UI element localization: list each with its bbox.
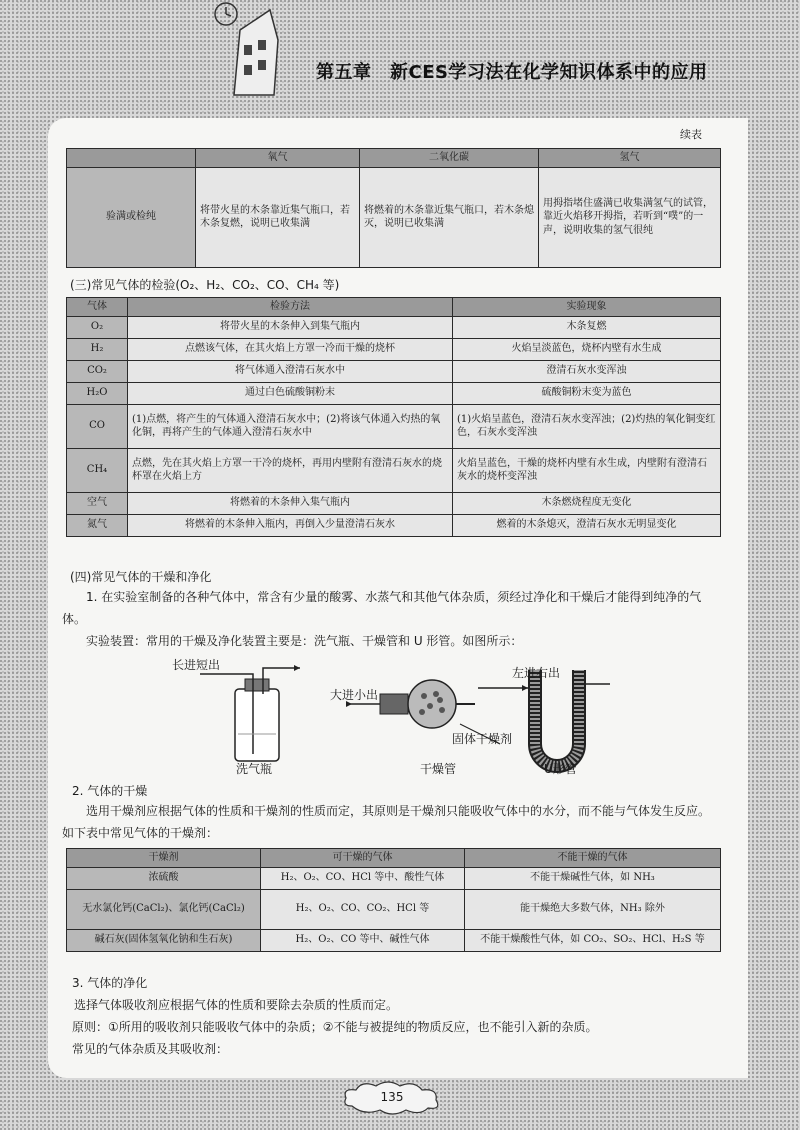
non-dryable-gases: 不能干燥碱性气体，如 NH₃ xyxy=(465,867,721,889)
paragraph-impurity-list: 常见的气体杂质及其吸收剂： xyxy=(72,1042,229,1056)
drying-agent-table xyxy=(66,848,721,952)
table1-header-co2: 二氧化碳 xyxy=(360,149,539,168)
test-phenomenon: 澄清石灰水变浑浊 xyxy=(453,360,721,382)
drying-agent: 碱石灰(固体氢氧化钠和生石灰) xyxy=(67,929,261,951)
section4-title: (四)常见气体的干燥和净化 xyxy=(70,570,212,584)
gas-name: O₂ xyxy=(67,316,128,338)
test-method: (1)点燃，将产生的气体通入澄清石灰水中；(2)将该气体通入灼热的氧化铜，再将产生的气体通入澄清石灰水中 xyxy=(128,404,453,448)
gas-name: CH₄ xyxy=(67,448,128,492)
purification-subtitle: 3. 气体的净化 xyxy=(72,976,148,990)
chapter-title: 第五章 新CES学习法在化学知识体系中的应用 xyxy=(316,62,708,83)
gas-test-header-method: 检验方法 xyxy=(128,298,453,317)
dryable-gases: H₂、O₂、CO、CO₂、HCl 等 xyxy=(261,889,465,929)
desiccant-label: 固体干燥剂 xyxy=(452,732,513,746)
table-row xyxy=(67,929,721,951)
table1-row-label: 验满或检纯 xyxy=(67,167,196,267)
dryable-gases: H₂、O₂、CO、HCl 等中、酸性气体 xyxy=(261,867,465,889)
table-row xyxy=(67,316,721,338)
table-row xyxy=(67,514,721,536)
table-row xyxy=(67,338,721,360)
table-row xyxy=(67,448,721,492)
table1-cell-co2: 将燃着的木条靠近集气瓶口，若木条熄灭，说明已收集满 xyxy=(360,167,539,267)
non-dryable-gases: 能干燥绝大多数气体，NH₃ 除外 xyxy=(465,889,721,929)
test-method: 通过白色硫酸铜粉末 xyxy=(128,382,453,404)
test-phenomenon: (1)火焰呈蓝色，澄清石灰水变浑浊；(2)灼热的氧化铜变红色，石灰水变浑浊 xyxy=(453,404,721,448)
table-row xyxy=(67,867,721,889)
test-method: 将带火星的木条伸入到集气瓶内 xyxy=(128,316,453,338)
table-row xyxy=(67,404,721,448)
u-tube-drawing xyxy=(460,670,610,766)
gas-name: H₂O xyxy=(67,382,128,404)
dry-header-agent: 干燥剂 xyxy=(67,849,261,868)
paragraph-impurities: 1. 在实验室制备的各种气体中，常含有少量的酸雾、水蒸气和其他气体杂质，须经过净化和干燥后才能得到纯净的气体。 xyxy=(62,590,702,626)
wash-bottle-drawing xyxy=(200,665,300,761)
drying-tube-label: 干燥管 xyxy=(420,762,457,776)
paragraph-drying: 选用干燥剂应根据气体的性质和干燥剂的性质而定，其原则是干燥剂只能吸收气体中的水分，而不能与气体发生反应。如下表中常见气体的干燥剂： xyxy=(62,804,711,840)
paragraph-apparatus: 实验装置：常用的干燥及净化装置主要是：洗气瓶、干燥管和 U 形管。如图所示： xyxy=(86,634,523,648)
section3-title: (三)常见气体的检验(O₂、H₂、CO₂、CO、CH₄ 等) xyxy=(70,278,340,292)
dry-header-can: 可干燥的气体 xyxy=(261,849,465,868)
test-phenomenon: 火焰呈淡蓝色，烧杯内壁有水生成 xyxy=(453,338,721,360)
continued-label: 续表 xyxy=(680,128,702,141)
drying-tube-arrow-label: 大进小出 xyxy=(330,688,379,702)
wash-bottle-label: 洗气瓶 xyxy=(236,762,273,776)
gas-name: 空气 xyxy=(67,492,128,514)
test-method: 点燃该气体，在其火焰上方罩一冷而干燥的烧杯 xyxy=(128,338,453,360)
drying-agent: 无水氯化钙(CaCl₂)、氯化钙(CaCl₂) xyxy=(67,889,261,929)
test-phenomenon: 木条复燃 xyxy=(453,316,721,338)
test-method: 将燃着的木条伸入集气瓶内 xyxy=(128,492,453,514)
test-method: 点燃，先在其火焰上方罩一干冷的烧杯，再用内壁附有澄清石灰水的烧杯罩在火焰上方 xyxy=(128,448,453,492)
table-row xyxy=(67,382,721,404)
table1-cell-hydrogen: 用拇指堵住盛满已收集满氢气的试管，靠近火焰移开拇指，若听到“噗”的一声，说明收集的氢气很纯 xyxy=(539,167,721,267)
table1-header-hydrogen: 氢气 xyxy=(539,149,721,168)
table1-header-oxygen: 氧气 xyxy=(196,149,360,168)
table-row xyxy=(67,889,721,929)
gas-test-header-gas: 气体 xyxy=(67,298,128,317)
gas-name: CO xyxy=(67,404,128,448)
gas-test-table xyxy=(66,297,721,537)
dry-header-cannot: 不能干燥的气体 xyxy=(465,849,721,868)
gas-name: CO₂ xyxy=(67,360,128,382)
test-phenomenon: 燃着的木条熄灭，澄清石灰水无明显变化 xyxy=(453,514,721,536)
test-method: 将燃着的木条伸入瓶内，再倒入少量澄清石灰水 xyxy=(128,514,453,536)
collection-check-table xyxy=(66,148,721,268)
u-tube-label: U形管 xyxy=(544,762,577,776)
gas-test-header-phenomenon: 实验现象 xyxy=(453,298,721,317)
wash-bottle-arrow-label: 长进短出 xyxy=(172,658,221,672)
drying-agent: 浓硫酸 xyxy=(67,867,261,889)
test-method: 将气体通入澄清石灰水中 xyxy=(128,360,453,382)
test-phenomenon: 火焰呈蓝色，干燥的烧杯内壁有水生成，内壁附有澄清石灰水的烧杯变浑浊 xyxy=(453,448,721,492)
page-number: 135 xyxy=(380,1090,404,1104)
gas-name: 氮气 xyxy=(67,514,128,536)
table-row xyxy=(67,360,721,382)
table1-header-blank xyxy=(67,149,196,168)
drying-subtitle: 2. 气体的干燥 xyxy=(72,784,148,798)
gas-name: H₂ xyxy=(67,338,128,360)
table1-cell-oxygen: 将带火星的木条靠近集气瓶口，若木条复燃，说明已收集满 xyxy=(196,167,360,267)
test-phenomenon: 木条燃烧程度无变化 xyxy=(453,492,721,514)
dryable-gases: H₂、O₂、CO 等中、碱性气体 xyxy=(261,929,465,951)
test-phenomenon: 硫酸铜粉末变为蓝色 xyxy=(453,382,721,404)
u-tube-arrow-label: 左进右出 xyxy=(512,666,561,680)
table-row xyxy=(67,492,721,514)
non-dryable-gases: 不能干燥酸性气体，如 CO₂、SO₂、HCl、H₂S 等 xyxy=(465,929,721,951)
paragraph-principle: 原则：①所用的吸收剂只能吸收气体中的杂质；②不能与被提纯的物质反应，也不能引入新的杂质。 xyxy=(72,1020,598,1034)
clock-tower-illustration xyxy=(200,0,295,100)
paragraph-purification: 选择气体吸收剂应根据气体的性质和要除去杂质的性质而定。 xyxy=(74,998,399,1012)
